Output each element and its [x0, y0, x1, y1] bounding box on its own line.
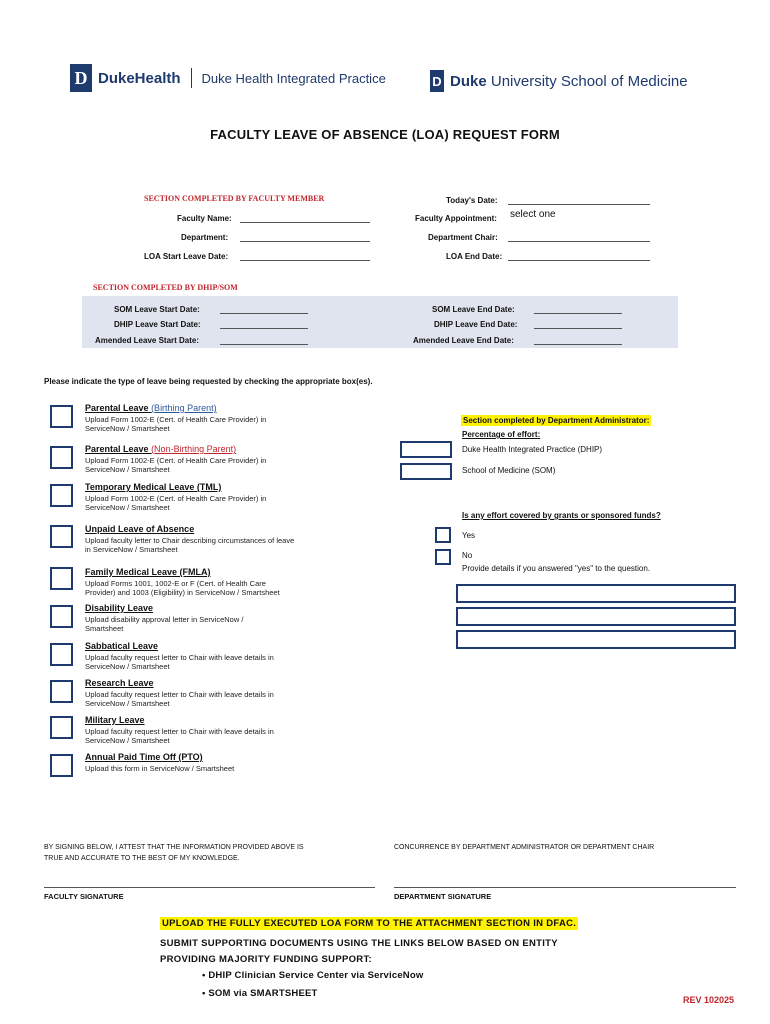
leave-type-name: Family Medical Leave (FMLA)	[85, 567, 211, 577]
leave-desc-line-1: Upload disability approval letter in ServiceNow /	[85, 615, 244, 624]
som-effort-input[interactable]	[400, 463, 452, 480]
submit-line-1: SUBMIT SUPPORTING DOCUMENTS USING THE LINKS BELOW BASED ON ENTITY	[160, 938, 558, 949]
som-start-field[interactable]	[220, 305, 308, 314]
leave-type-name: Military Leave	[85, 715, 145, 725]
leave-checkbox[interactable]	[50, 716, 73, 739]
leave-type-description	[85, 764, 234, 773]
leave-type-name: Sabbatical Leave	[85, 641, 159, 651]
som-effort-label: School of Medicine (SOM)	[462, 466, 556, 475]
admin-section-heading	[461, 410, 651, 428]
no-label: No	[462, 551, 473, 560]
leave-type-title	[85, 524, 194, 534]
logo-right-brand: Duke	[450, 72, 487, 90]
upload-instruction	[160, 918, 578, 929]
leave-checkbox[interactable]	[50, 680, 73, 703]
leave-type-title	[85, 403, 217, 413]
faculty-signature-line[interactable]	[44, 887, 375, 888]
leave-type-name: Unpaid Leave of Absence	[85, 524, 195, 534]
leave-desc-line-1: Upload faculty letter to Chair describing circumstances of leave	[85, 536, 295, 545]
admin-heading-text: Section completed by Department Administrator:	[463, 416, 650, 425]
faculty-appointment-label: Faculty Appointment:	[415, 214, 497, 223]
todays-date-field[interactable]	[508, 196, 650, 205]
leave-checkbox[interactable]	[50, 643, 73, 666]
logo-right-text	[450, 73, 688, 90]
leave-type-name: Research Leave	[85, 678, 154, 688]
loa-start-field[interactable]	[240, 252, 370, 261]
logo-right-sub: University School of Medicine	[490, 72, 688, 90]
dhip-end-label: DHIP Leave End Date:	[434, 320, 518, 329]
bullet-som-text: SOM via SMARTSHEET	[208, 988, 318, 999]
amended-start-label: Amended Leave Start Date:	[95, 336, 200, 345]
leave-checkbox[interactable]	[50, 525, 73, 548]
dhip-start-label: DHIP Leave Start Date:	[114, 320, 201, 329]
leave-type-title	[85, 752, 203, 762]
loa-start-label: LOA Start Leave Date:	[144, 252, 229, 261]
leave-type-instructions: Please indicate the type of leave being requested by checking the appropriate box(es).	[44, 377, 373, 386]
leave-type-qualifier: (Non-Birthing Parent)	[151, 444, 237, 454]
yes-label: Yes	[462, 531, 476, 540]
no-checkbox[interactable]	[435, 549, 451, 565]
leave-type-description	[85, 579, 280, 597]
attestation-line-2: TRUE AND ACCURATE TO THE BEST OF MY KNOWLEDGE.	[44, 855, 240, 862]
dhip-end-field[interactable]	[534, 320, 622, 329]
leave-desc-line-1: Upload Form 1002-E (Cert. of Health Care Provider) in	[85, 415, 267, 424]
leave-type-description	[85, 456, 266, 474]
leave-desc-line-1: Upload Form 1002-E (Cert. of Health Care Provider) in	[85, 494, 267, 503]
dukehealth-logo	[70, 64, 386, 92]
logo-divider	[191, 68, 192, 88]
leave-type-name: Annual Paid Time Off (PTO)	[85, 752, 203, 762]
leave-type-name: Parental Leave	[85, 444, 149, 454]
leave-checkbox[interactable]	[50, 605, 73, 628]
leave-type-qualifier: (Birthing Parent)	[151, 403, 217, 413]
bullet-dhip-text: DHIP Clinician Service Center via ServiceNow	[208, 970, 424, 981]
leave-type-title	[85, 715, 145, 725]
leave-desc-line-2: ServiceNow / Smartsheet	[85, 465, 170, 474]
duke-som-logo	[430, 70, 688, 92]
upload-instruction-text: UPLOAD THE FULLY EXECUTED LOA FORM TO THE ATTACHMENT SECTION IN DFAC.	[162, 918, 577, 929]
leave-type-title	[85, 641, 158, 651]
leave-desc-line-2: Smartsheet	[85, 624, 124, 633]
details-prompt: Provide details if you answered "yes" to the question.	[462, 564, 651, 573]
faculty-appointment-select[interactable]: select one	[510, 209, 556, 220]
loa-end-label: LOA End Date:	[446, 252, 503, 261]
duke-shield-icon: D	[70, 64, 92, 92]
leave-type-description	[85, 536, 294, 554]
leave-checkbox[interactable]	[50, 484, 73, 507]
yes-checkbox[interactable]	[435, 527, 451, 543]
som-end-label: SOM Leave End Date:	[432, 305, 515, 314]
leave-desc-line-1: Upload this form in ServiceNow / Smartsheet	[85, 764, 235, 773]
leave-type-title	[85, 482, 221, 492]
leave-type-description	[85, 615, 243, 633]
leave-checkbox[interactable]	[50, 754, 73, 777]
faculty-name-label: Faculty Name:	[177, 214, 232, 223]
leave-checkbox[interactable]	[50, 446, 73, 469]
leave-type-name: Temporary Medical Leave (TML)	[85, 482, 222, 492]
leave-type-description	[85, 653, 274, 671]
leave-type-description	[85, 494, 266, 512]
leave-desc-line-1: Upload Forms 1001, 1002-E or F (Cert. of Health Care	[85, 579, 266, 588]
faculty-signature-label: FACULTY SIGNATURE	[44, 892, 124, 901]
leave-type-name: Parental Leave	[85, 403, 149, 413]
leave-desc-line-1: Upload faculty request letter to Chair with leave details in	[85, 653, 274, 662]
effort-label: Percentage of effort:	[462, 430, 541, 439]
revision-code: REV 102025	[683, 995, 735, 1005]
leave-checkbox[interactable]	[50, 405, 73, 428]
leave-desc-line-2: ServiceNow / Smartsheet	[85, 424, 170, 433]
grants-question: Is any effort covered by grants or sponsored funds?	[462, 511, 661, 520]
department-signature-line[interactable]	[394, 887, 736, 888]
som-end-field[interactable]	[534, 305, 622, 314]
bullet-som: • SOM via SMARTSHEET	[202, 988, 318, 999]
leave-desc-line-1: Upload faculty request letter to Chair with leave details in	[85, 690, 274, 699]
loa-end-field[interactable]	[508, 252, 650, 261]
bullet-dhip: • DHIP Clinician Service Center via ServiceNow	[202, 970, 424, 981]
details-field-2[interactable]	[456, 607, 736, 626]
details-field-3[interactable]	[456, 630, 736, 649]
duke-d-icon: D	[430, 70, 444, 92]
faculty-section-heading: SECTION COMPLETED BY FACULTY MEMBER	[144, 194, 325, 203]
dhip-section-heading: SECTION COMPLETED BY DHIP/SOM	[93, 283, 238, 292]
logo-left-sub: Duke Health Integrated Practice	[201, 70, 386, 86]
department-signature-label: DEPARTMENT SIGNATURE	[394, 892, 492, 901]
amended-end-label: Amended Leave End Date:	[413, 336, 514, 345]
page-title: FACULTY LEAVE OF ABSENCE (LOA) REQUEST FORM	[210, 127, 560, 142]
leave-desc-line-2: ServiceNow / Smartsheet	[85, 662, 170, 671]
dhip-effort-input[interactable]	[400, 441, 452, 458]
leave-desc-line-2: ServiceNow / Smartsheet	[85, 503, 170, 512]
som-start-label: SOM Leave Start Date:	[114, 305, 200, 314]
concurrence-text: CONCURRENCE BY DEPARTMENT ADMINISTRATOR OR DEPARTMENT CHAIR	[394, 844, 655, 851]
leave-type-title	[85, 444, 236, 454]
leave-type-title	[85, 678, 154, 688]
submit-line-2: PROVIDING MAJORITY FUNDING SUPPORT:	[160, 954, 372, 965]
logo-left-brand: DukeHealth	[98, 69, 181, 87]
dhip-start-field[interactable]	[220, 320, 308, 329]
department-label: Department:	[181, 233, 229, 242]
todays-date-label: Today's Date:	[446, 196, 498, 205]
leave-checkbox[interactable]	[50, 567, 73, 590]
details-field-1[interactable]	[456, 584, 736, 603]
leave-desc-line-1: Upload faculty request letter to Chair with leave details in	[85, 727, 274, 736]
department-chair-field[interactable]	[508, 233, 650, 242]
leave-type-title	[85, 567, 211, 577]
attestation-line-1: BY SIGNING BELOW, I ATTEST THAT THE INFORMATION PROVIDED ABOVE IS	[44, 844, 304, 851]
leave-desc-line-2: Provider) and 1003 (Eligibility) in ServiceNow / Smartsheet	[85, 588, 280, 597]
leave-desc-line-1: Upload Form 1002-E (Cert. of Health Care Provider) in	[85, 456, 267, 465]
leave-desc-line-2: ServiceNow / Smartsheet	[85, 699, 170, 708]
leave-type-description	[85, 690, 274, 708]
attestation-text	[44, 842, 364, 864]
leave-desc-line-2: in ServiceNow / Smartsheet	[85, 545, 178, 554]
amended-start-field[interactable]	[220, 336, 308, 345]
leave-type-name: Disability Leave	[85, 603, 154, 613]
leave-type-description	[85, 727, 274, 745]
leave-type-title	[85, 603, 153, 613]
leave-type-description	[85, 415, 266, 433]
faculty-name-field[interactable]	[240, 214, 370, 223]
leave-desc-line-2: ServiceNow / Smartsheet	[85, 736, 170, 745]
submit-instruction	[160, 936, 558, 968]
dhip-effort-label: Duke Health Integrated Practice (DHIP)	[462, 445, 603, 454]
amended-end-field[interactable]	[534, 336, 622, 345]
department-field[interactable]	[240, 233, 370, 242]
department-chair-label: Department Chair:	[428, 233, 498, 242]
